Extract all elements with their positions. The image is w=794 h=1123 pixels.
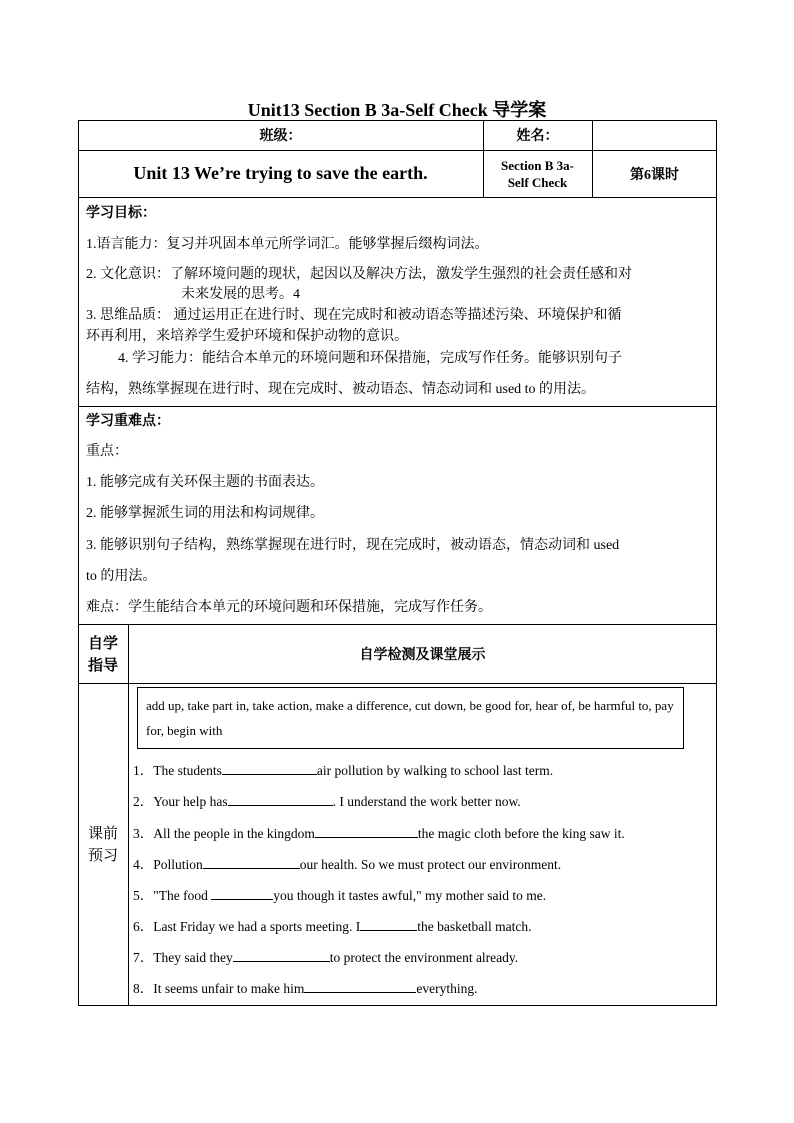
question-number: 3． <box>133 826 154 841</box>
section-line-2: Self Check <box>507 174 568 190</box>
question-text-before: It seems unfair to make him <box>153 981 305 996</box>
question-text-before: Your help has <box>153 794 228 809</box>
question-text-before: "The food <box>153 888 212 903</box>
question-number: 1． <box>133 763 154 778</box>
question-number: 2． <box>133 794 154 809</box>
question-item <box>133 884 546 904</box>
class-label: 班级： <box>259 129 302 144</box>
section-line-1: Section B 3a- <box>501 157 574 173</box>
objective-2-line-2: 未来发展的思考。4 <box>181 287 300 302</box>
question-number: 7． <box>133 950 154 965</box>
question-text-after: you though it tastes awful," my mother said to me. <box>273 888 547 903</box>
question-text-before: Pollution <box>153 857 203 872</box>
self-study-label <box>78 633 128 677</box>
question-item <box>133 790 521 810</box>
preview-line-2: 预习 <box>87 848 118 864</box>
self-check-header: 自学检测及课堂展示 <box>359 647 486 663</box>
objective-4-line-1: 4. 学习能力：能结合本单元的环境问题和环保措施，完成写作任务。能够识别句子 <box>118 351 622 366</box>
question-item <box>133 853 561 873</box>
answer-blank[interactable] <box>211 887 273 900</box>
answer-blank[interactable] <box>203 856 300 869</box>
question-text-before: The students <box>153 763 222 778</box>
question-text-before: They said they <box>153 950 233 965</box>
question-number: 6． <box>133 919 154 934</box>
answer-blank[interactable] <box>304 980 416 993</box>
question-number: 4． <box>133 857 154 872</box>
question-item <box>133 759 553 779</box>
preview-label <box>78 823 128 867</box>
objective-4-line-2: 结构，熟练掌握现在进行时、现在完成时、被动语态、情态动词和 used to 的用法。 <box>86 382 596 397</box>
answer-blank[interactable] <box>222 762 317 775</box>
focus-label: 重点： <box>86 444 128 459</box>
difficulty: 难点：学生能结合本单元的环境问题和环保措施，完成写作任务。 <box>86 600 492 615</box>
self-study-line-1: 自学 <box>87 636 118 652</box>
unit-title: Unit 13 We’re trying to save the earth. <box>133 163 428 183</box>
answer-blank[interactable] <box>228 793 333 806</box>
question-text-after: our health. So we must protect our environment. <box>299 857 562 872</box>
objective-1: 1.语言能力：复习并巩固本单元所学词汇。能够掌握后缀构词法。 <box>86 237 489 252</box>
question-text-before: All the people in the kingdom <box>153 826 315 841</box>
question-item <box>133 977 477 997</box>
preview-line-1: 课前 <box>87 826 118 842</box>
question-number: 8． <box>133 981 154 996</box>
key-point-2: 2. 能够掌握派生词的用法和构词规律。 <box>86 506 324 521</box>
answer-blank[interactable] <box>315 825 418 838</box>
row-divider <box>78 406 717 407</box>
objective-2-line-1: 2. 文化意识：了解环境问题的现状，起因以及解决方法，激发学生强烈的社会责任感和对 <box>86 267 632 282</box>
key-point-3-line-1: 3. 能够识别句子结构，熟练掌握现在进行时，现在完成时，被动语态，情态动词和 used <box>86 538 620 553</box>
question-text-after: air pollution by walking to school last term. <box>316 763 554 778</box>
question-text-after: . I understand the work better now. <box>332 794 521 809</box>
answer-blank[interactable] <box>233 949 330 962</box>
objective-3-line-2: 环再利用，来培养学生爱护环境和保护动物的意识。 <box>86 329 408 344</box>
name-field[interactable] <box>593 121 716 149</box>
period-label: 第6课时 <box>630 167 679 183</box>
objectives-heading: 学习目标： <box>86 206 156 221</box>
question-text-after: the basketball match. <box>417 919 532 934</box>
section-label <box>483 150 592 197</box>
word-bank: add up, take part in, take action, make a difference, cut down, be good for, hear of, be harmful to, pay for, begin with <box>137 687 684 749</box>
row-divider <box>78 683 717 684</box>
document-title: Unit13 Section B 3a-Self Check 导学案 <box>247 100 547 120</box>
question-text-before: Last Friday we had a sports meeting. I <box>153 919 361 934</box>
name-label: 姓名： <box>516 129 559 144</box>
question-text-after: the magic cloth before the king saw it. <box>417 826 625 841</box>
question-text-after: everything. <box>416 981 478 996</box>
key-point-3-line-2: to 的用法。 <box>86 569 157 584</box>
question-text-after: to protect the environment already. <box>329 950 519 965</box>
question-item <box>133 915 532 935</box>
row-divider <box>78 197 717 198</box>
self-study-line-2: 指导 <box>87 658 118 674</box>
objective-3-line-1: 3. 思维品质： 通过运用正在进行时、现在完成时和被动语态等描述污染、环境保护和循 <box>86 308 622 323</box>
question-item <box>133 946 518 966</box>
question-item <box>133 822 625 842</box>
key-point-1: 1. 能够完成有关环保主题的书面表达。 <box>86 475 324 490</box>
answer-blank[interactable] <box>360 918 417 931</box>
question-number: 5． <box>133 888 154 903</box>
key-points-heading: 学习重难点： <box>86 414 170 429</box>
